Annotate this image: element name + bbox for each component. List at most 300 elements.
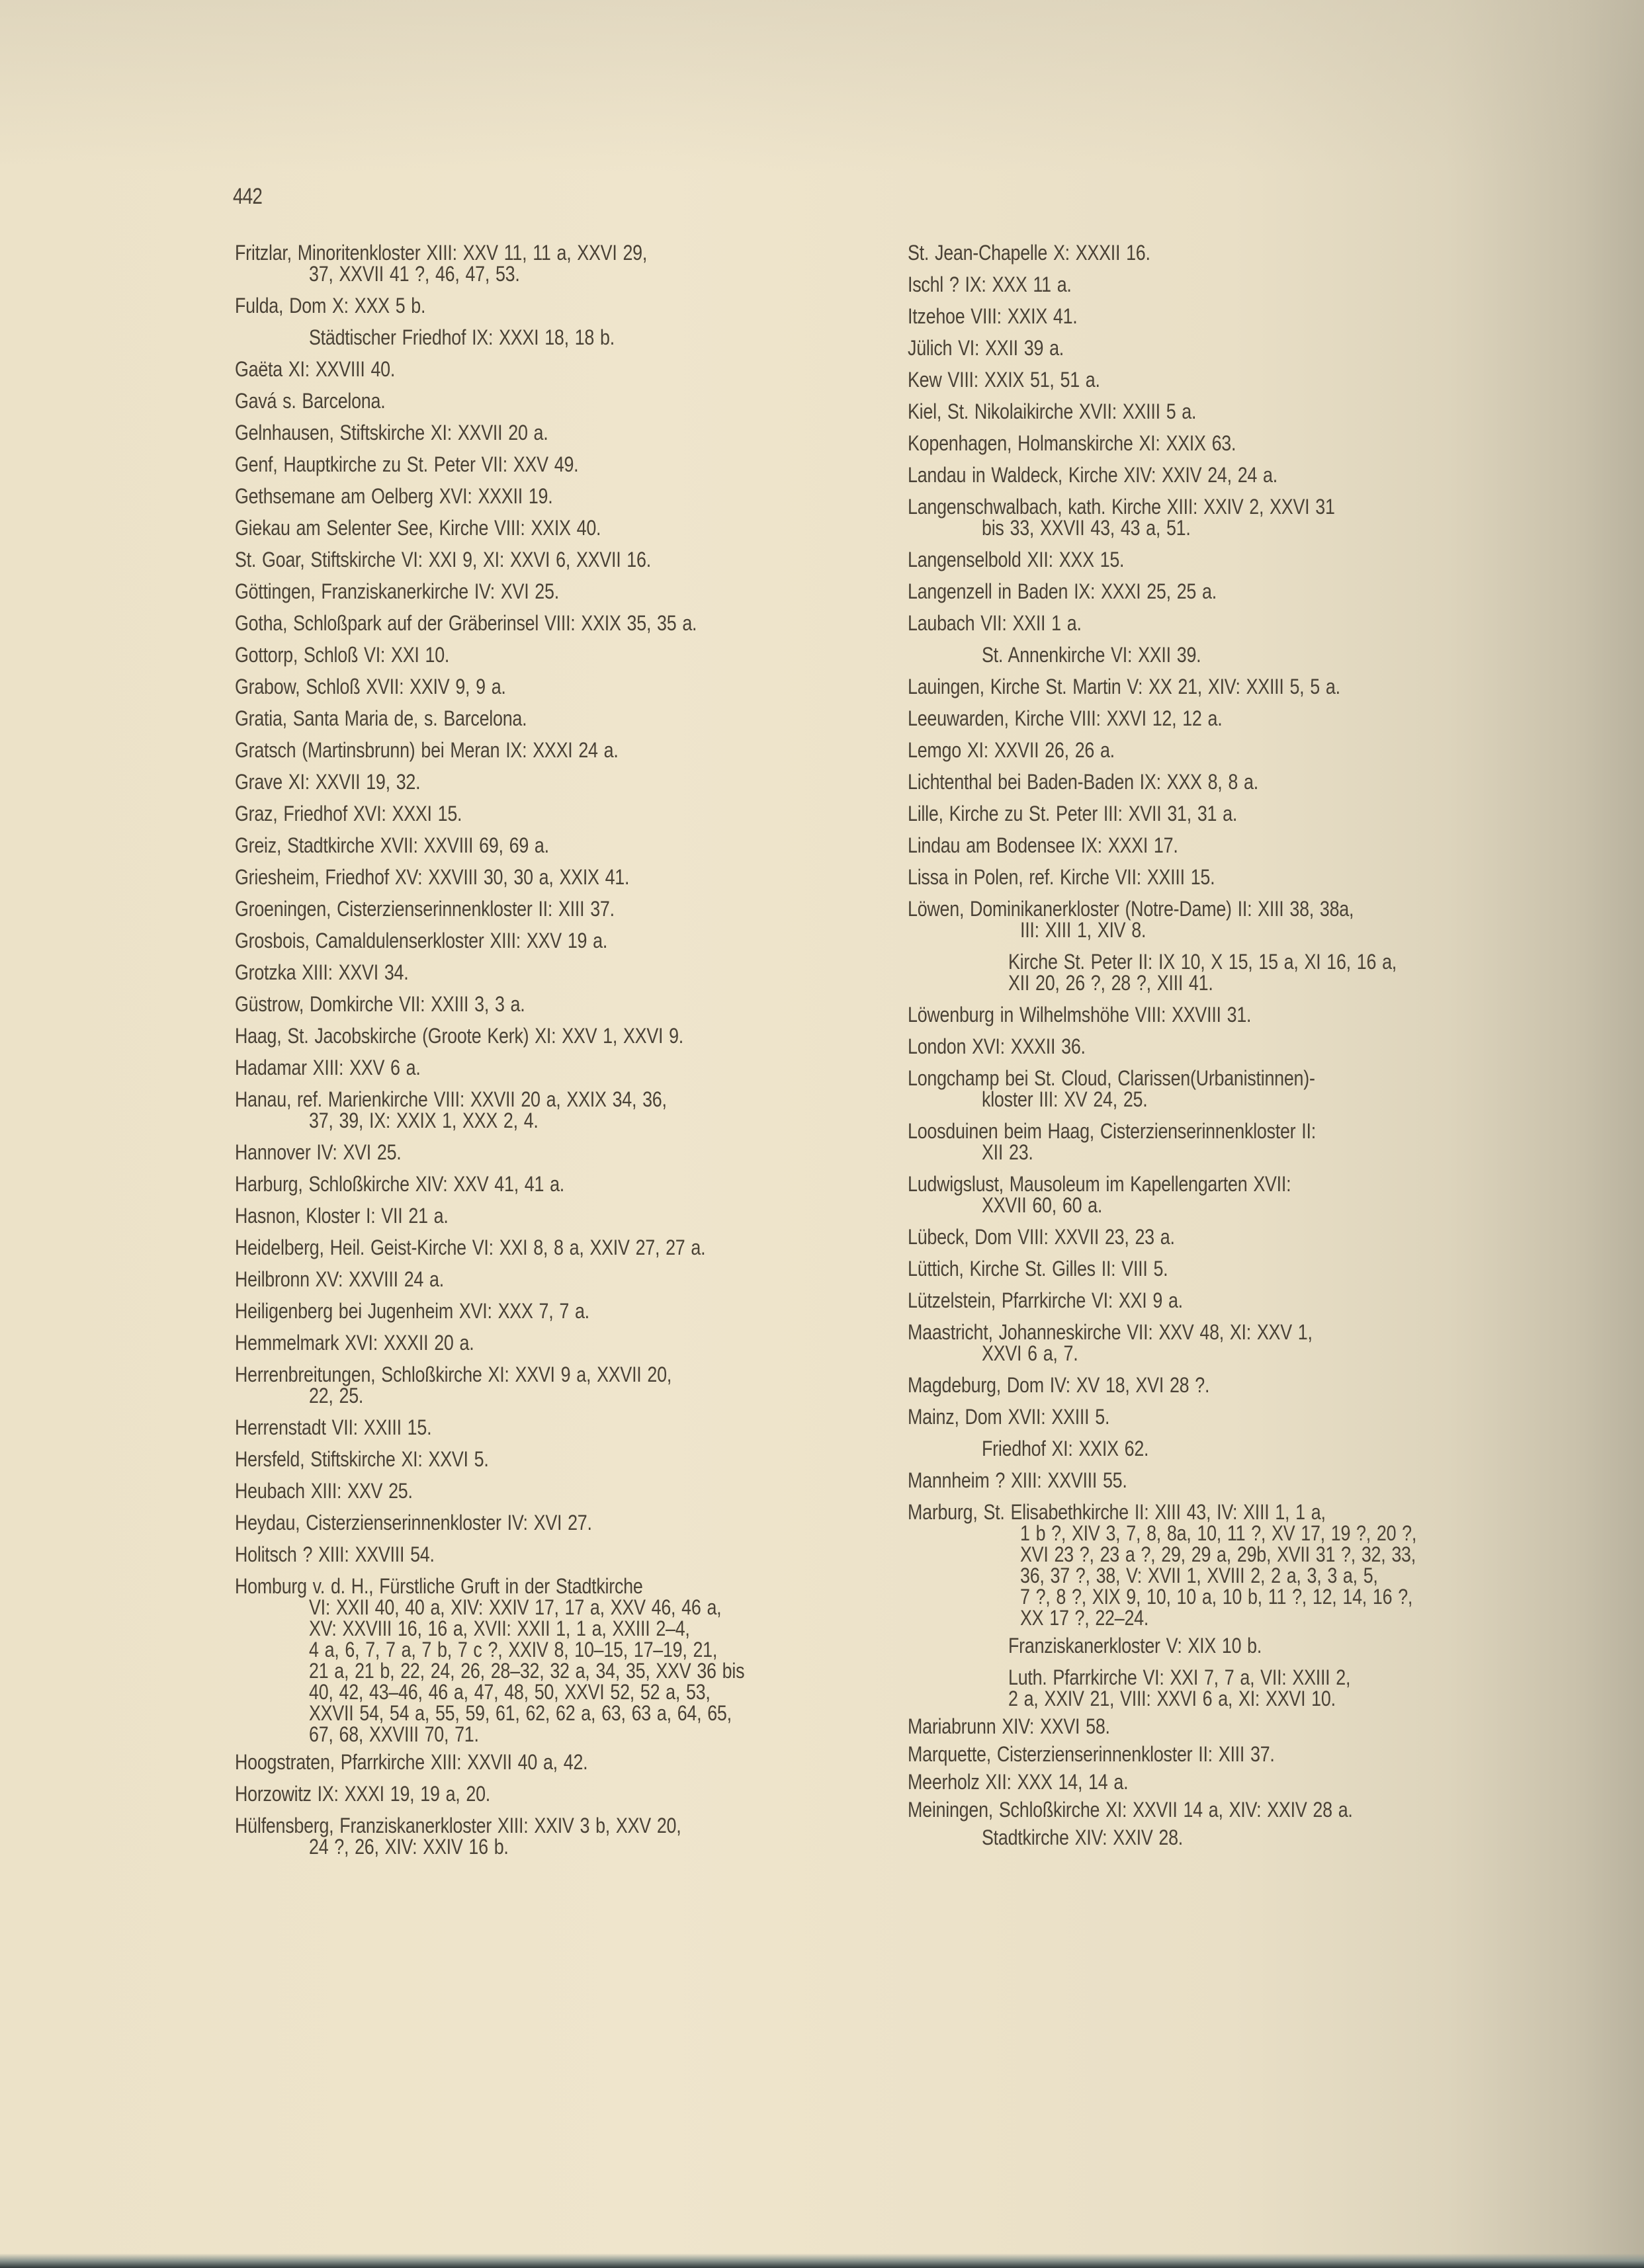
entry-text: Jülich VI: XXII 39 a. bbox=[908, 336, 1064, 360]
index-entry bbox=[235, 898, 896, 919]
index-entry bbox=[235, 1173, 896, 1195]
index-entry bbox=[908, 803, 1546, 824]
entry-text: 40, 42, 43–46, 46 a, 47, 48, 50, XXVI 52, 52 a, 53, bbox=[309, 1680, 711, 1704]
entry-text: Loosduinen beim Haag, Cisterzienserinnenkloster II: bbox=[908, 1119, 1316, 1143]
entry-line bbox=[235, 1512, 896, 1533]
index-entry bbox=[235, 1544, 896, 1565]
entry-text: Graz, Friedhof XVI: XXXI 15. bbox=[235, 802, 462, 825]
entry-text: Groeningen, Cisterzienserinnenkloster II: XIII 37. bbox=[235, 897, 615, 921]
entry-text: Hanau, ref. Marienkirche VIII: XXVII 20 a, XXIX 34, 36, bbox=[235, 1087, 667, 1111]
index-entry bbox=[235, 771, 896, 792]
index-entry bbox=[908, 274, 1546, 295]
entry-line bbox=[235, 1025, 896, 1046]
entry-line bbox=[235, 1205, 896, 1226]
entry-line bbox=[235, 1417, 896, 1438]
index-entry bbox=[908, 496, 1546, 538]
entry-text: Ludwigslust, Mausoleum im Kapellengarten XVII: bbox=[908, 1172, 1291, 1196]
entry-text: Löwen, Dominikanerkloster (Notre-Dame) II: XIII 38, 38a, bbox=[908, 897, 1354, 921]
entry-text: St. Annenkirche VI: XXII 39. bbox=[982, 643, 1201, 667]
entry-text: Franziskanerkloster V: XIX 10 b. bbox=[1008, 1634, 1262, 1658]
index-entry bbox=[235, 295, 896, 316]
entry-continuation-line bbox=[235, 1702, 896, 1724]
entry-line bbox=[908, 581, 1546, 602]
index-entry bbox=[235, 803, 896, 824]
entry-text: Holitsch ? XIII: XXVIII 54. bbox=[235, 1542, 435, 1566]
entry-text: Landau in Waldeck, Kirche XIV: XXIV 24, 24 a. bbox=[908, 463, 1277, 487]
index-entry bbox=[235, 1142, 896, 1163]
entry-text: Homburg v. d. H., Fürstliche Gruft in der Stadtkirche bbox=[235, 1574, 643, 1598]
entry-line bbox=[908, 549, 1546, 570]
index-entry bbox=[235, 930, 896, 951]
entry-line bbox=[235, 1173, 896, 1195]
page-number: 442 bbox=[233, 184, 263, 209]
entry-line bbox=[235, 422, 896, 443]
entry-text: Leeuwarden, Kirche VIII: XXVI 12, 12 a. bbox=[908, 706, 1223, 730]
index-entry bbox=[235, 993, 896, 1015]
entry-line bbox=[908, 866, 1546, 888]
entry-text: Gethsemane am Oelberg XVI: XXXII 19. bbox=[235, 484, 553, 508]
entry-line bbox=[235, 993, 896, 1015]
entry-continuation-line bbox=[908, 1544, 1546, 1565]
entry-text: Marquette, Cisterzienserinnenkloster II: XIII 37. bbox=[908, 1742, 1275, 1766]
entry-text: 7 ?, 8 ?, XIX 9, 10, 10 a, 10 b, 11 ?, 12, 14, 16 ?, bbox=[1020, 1585, 1413, 1609]
entry-line bbox=[235, 1544, 896, 1565]
entry-line bbox=[908, 612, 1546, 634]
entry-text: St. Jean-Chapelle X: XXXII 16. bbox=[908, 241, 1150, 265]
index-entry bbox=[908, 1258, 1546, 1279]
entry-text: kloster III: XV 24, 25. bbox=[982, 1087, 1148, 1111]
index-subentry bbox=[908, 644, 1546, 665]
entry-text: Langenschwalbach, kath. Kirche XIII: XXIV 2, XXVI 31 bbox=[908, 495, 1335, 519]
entry-line bbox=[908, 708, 1546, 729]
entry-text: 37, XXVII 41 ?, 46, 47, 53. bbox=[309, 262, 520, 286]
index-entry bbox=[235, 549, 896, 570]
entry-line bbox=[235, 454, 896, 475]
entry-text: Maastricht, Johanneskirche VII: XXV 48, XI: XXV 1, bbox=[908, 1320, 1313, 1344]
entry-text: Gelnhausen, Stiftskirche XI: XXVII 20 a. bbox=[235, 421, 548, 444]
index-entry bbox=[908, 1374, 1546, 1396]
entry-line bbox=[235, 1142, 896, 1163]
entry-text: Mannheim ? XIII: XXVIII 55. bbox=[908, 1468, 1127, 1492]
entry-text: Friedhof XI: XXIX 62. bbox=[982, 1437, 1149, 1460]
entry-text: Laubach VII: XXII 1 a. bbox=[908, 611, 1082, 635]
entry-line bbox=[908, 898, 1546, 919]
index-entry bbox=[235, 242, 896, 284]
entry-text: 67, 68, XXVIII 70, 71. bbox=[309, 1722, 479, 1746]
entry-line bbox=[908, 369, 1546, 390]
entry-text: VI: XXII 40, 40 a, XIV: XXIV 17, 17 a, XXV 46, 46 a, bbox=[309, 1595, 722, 1619]
index-entry bbox=[908, 1173, 1546, 1216]
entry-continuation-line bbox=[235, 1385, 896, 1406]
index-entry bbox=[908, 1771, 1546, 1792]
entry-line bbox=[235, 549, 896, 570]
entry-continuation-line bbox=[235, 1724, 896, 1745]
entry-text: Heydau, Cisterzienserinnenkloster IV: XVI 27. bbox=[235, 1511, 592, 1534]
entry-line bbox=[908, 1667, 1546, 1688]
index-entry bbox=[235, 1575, 896, 1745]
index-entry bbox=[235, 390, 896, 411]
entry-text: Heidelberg, Heil. Geist-Kirche VI: XXI 8, 8 a, XXIV 27, 27 a. bbox=[235, 1236, 706, 1259]
entry-line bbox=[235, 581, 896, 602]
entry-line bbox=[235, 708, 896, 729]
entry-line bbox=[908, 274, 1546, 295]
entry-line bbox=[235, 390, 896, 411]
index-entry bbox=[908, 1470, 1546, 1491]
entry-line bbox=[908, 1036, 1546, 1057]
entry-text: Fulda, Dom X: XXX 5 b. bbox=[235, 294, 426, 317]
entry-line bbox=[235, 739, 896, 761]
entry-text: Mainz, Dom XVII: XXIII 5. bbox=[908, 1405, 1110, 1429]
entry-text: Grave XI: XXVII 19, 32. bbox=[235, 770, 421, 794]
entry-text: Greiz, Stadtkirche XVII: XXVIII 69, 69 a. bbox=[235, 833, 549, 857]
entry-continuation-line bbox=[235, 1681, 896, 1702]
index-column-left bbox=[235, 242, 896, 1868]
index-entry bbox=[235, 612, 896, 634]
entry-continuation-line bbox=[235, 1660, 896, 1681]
entry-line bbox=[235, 1057, 896, 1078]
page-edge bbox=[0, 2253, 1644, 2268]
index-entry bbox=[908, 1120, 1546, 1163]
entry-text: Gavá s. Barcelona. bbox=[235, 389, 386, 413]
entry-line bbox=[908, 306, 1546, 327]
entry-line bbox=[235, 1783, 896, 1804]
entry-text: Meerholz XII: XXX 14, 14 a. bbox=[908, 1770, 1129, 1794]
entry-text: Langenselbold XII: XXX 15. bbox=[908, 548, 1125, 571]
entry-text: London XVI: XXXII 36. bbox=[908, 1034, 1086, 1058]
entry-line bbox=[235, 930, 896, 951]
entry-line bbox=[908, 496, 1546, 517]
index-entry bbox=[908, 242, 1546, 263]
entry-continuation-line bbox=[908, 1142, 1546, 1163]
entry-line bbox=[908, 771, 1546, 792]
index-entry bbox=[908, 464, 1546, 485]
entry-line bbox=[235, 1364, 896, 1385]
index-entry bbox=[235, 454, 896, 475]
entry-line bbox=[908, 1799, 1546, 1820]
entry-text: 24 ?, 26, XIV: XXIV 16 b. bbox=[309, 1835, 509, 1859]
entry-text: Hasnon, Kloster I: VII 21 a. bbox=[235, 1204, 449, 1228]
entry-line bbox=[235, 1480, 896, 1501]
entry-text: Lüttich, Kirche St. Gilles II: VIII 5. bbox=[908, 1257, 1168, 1281]
entry-text: Horzowitz IX: XXXI 19, 19 a, 20. bbox=[235, 1782, 490, 1806]
entry-line bbox=[908, 1374, 1546, 1396]
entry-line bbox=[235, 771, 896, 792]
index-entry bbox=[908, 1799, 1546, 1820]
entry-line bbox=[235, 644, 896, 665]
entry-text: Löwenburg in Wilhelmshöhe VIII: XXVIII 31. bbox=[908, 1003, 1252, 1027]
index-entry bbox=[235, 644, 896, 665]
index-column-right bbox=[908, 242, 1546, 1855]
entry-text: Heilbronn XV: XXVIII 24 a. bbox=[235, 1267, 444, 1291]
index-entry bbox=[235, 739, 896, 761]
index-entry bbox=[235, 708, 896, 729]
entry-text: Giekau am Selenter See, Kirche VIII: XXIX 40. bbox=[235, 516, 601, 540]
entry-text: Stadtkirche XIV: XXIV 28. bbox=[982, 1826, 1184, 1849]
entry-continuation-line bbox=[908, 1195, 1546, 1216]
entry-text: Lissa in Polen, ref. Kirche VII: XXIII 15. bbox=[908, 865, 1215, 889]
entry-continuation-line bbox=[908, 1607, 1546, 1628]
entry-text: Lille, Kirche zu St. Peter III: XVII 31, 31 a. bbox=[908, 802, 1238, 825]
entry-line bbox=[908, 1004, 1546, 1025]
entry-line bbox=[235, 898, 896, 919]
entry-line bbox=[908, 1258, 1546, 1279]
entry-line bbox=[235, 485, 896, 507]
entry-line bbox=[908, 433, 1546, 454]
index-entry bbox=[235, 1025, 896, 1046]
entry-line bbox=[908, 1470, 1546, 1491]
entry-line bbox=[235, 295, 896, 316]
index-subentry bbox=[908, 951, 1546, 993]
entry-text: Heiligenberg bei Jugenheim XVI: XXX 7, 7 a. bbox=[235, 1299, 589, 1323]
entry-line bbox=[235, 835, 896, 856]
entry-line bbox=[908, 676, 1546, 697]
entry-line bbox=[235, 1300, 896, 1322]
entry-text: XII 20, 26 ?, 28 ?, XIII 41. bbox=[1008, 971, 1213, 995]
entry-text: Lübeck, Dom VIII: XXVII 23, 23 a. bbox=[908, 1225, 1175, 1249]
entry-line bbox=[235, 676, 896, 697]
index-subentry bbox=[235, 327, 896, 348]
entry-text: Itzehoe VIII: XXIX 41. bbox=[908, 304, 1078, 328]
entry-text: 22, 25. bbox=[309, 1384, 364, 1407]
entry-line bbox=[908, 401, 1546, 422]
entry-text: Genf, Hauptkirche zu St. Peter VII: XXV 49. bbox=[235, 452, 579, 476]
entry-continuation-line bbox=[908, 1688, 1546, 1709]
entry-line bbox=[235, 327, 896, 348]
entry-text: Kiel, St. Nikolaikirche XVII: XXIII 5 a. bbox=[908, 399, 1197, 423]
entry-text: Hülfensberg, Franziskanerkloster XIII: XXIV 3 b, XXV 20, bbox=[235, 1814, 681, 1837]
index-entry bbox=[235, 1332, 896, 1353]
entry-line bbox=[235, 803, 896, 824]
entry-text: Langenzell in Baden IX: XXXI 25, 25 a. bbox=[908, 579, 1217, 603]
entry-line bbox=[908, 1771, 1546, 1792]
entry-line bbox=[908, 1743, 1546, 1765]
index-entry bbox=[908, 1226, 1546, 1247]
entry-text: 36, 37 ?, 38, V: XVII 1, XVIII 2, 2 a, 3, 3 a, 5, bbox=[1020, 1564, 1378, 1587]
entry-text: Herrenbreitungen, Schloßkirche XI: XXVI 9 a, XXVII 20, bbox=[235, 1363, 672, 1386]
index-subentry bbox=[908, 1635, 1546, 1656]
index-entry bbox=[235, 676, 896, 697]
entry-text: Gratia, Santa Maria de, s. Barcelona. bbox=[235, 706, 527, 730]
index-entry bbox=[908, 835, 1546, 856]
index-entry bbox=[908, 771, 1546, 792]
entry-text: XVI 23 ?, 23 a ?, 29, 29 a, 29b, XVII 31 ?, 32, 33, bbox=[1020, 1542, 1416, 1566]
index-entry bbox=[908, 898, 1546, 941]
entry-text: III: XIII 1, XIV 8. bbox=[1020, 918, 1146, 942]
entry-continuation-line bbox=[908, 517, 1546, 538]
entry-line bbox=[908, 644, 1546, 665]
entry-line bbox=[908, 464, 1546, 485]
entry-continuation-line bbox=[908, 919, 1546, 941]
entry-text: Longchamp bei St. Cloud, Clarissen(Urbanistinnen)- bbox=[908, 1066, 1315, 1090]
entry-continuation-line bbox=[235, 263, 896, 284]
entry-text: Städtischer Friedhof IX: XXXI 18, 18 b. bbox=[309, 325, 615, 349]
index-entry bbox=[235, 1364, 896, 1406]
index-entry bbox=[235, 581, 896, 602]
entry-line bbox=[235, 1815, 896, 1836]
index-subentry bbox=[908, 1667, 1546, 1709]
index-entry bbox=[908, 1743, 1546, 1765]
entry-line bbox=[235, 1449, 896, 1470]
entry-text: Güstrow, Domkirche VII: XXIII 3, 3 a. bbox=[235, 992, 525, 1016]
entry-text: Heubach XIII: XXV 25. bbox=[235, 1479, 413, 1503]
index-entry bbox=[235, 1269, 896, 1290]
page-shadow bbox=[0, 0, 1644, 172]
index-entry bbox=[235, 1751, 896, 1773]
index-subentry bbox=[908, 1827, 1546, 1848]
entry-line bbox=[235, 1269, 896, 1290]
entry-line bbox=[235, 358, 896, 380]
entry-line bbox=[908, 1406, 1546, 1427]
index-entry bbox=[235, 835, 896, 856]
entry-line bbox=[908, 1120, 1546, 1142]
entry-text: Lützelstein, Pfarrkirche VI: XXI 9 a. bbox=[908, 1288, 1183, 1312]
entry-text: XXVII 60, 60 a. bbox=[982, 1193, 1103, 1217]
entry-text: Kew VIII: XXIX 51, 51 a. bbox=[908, 368, 1100, 392]
entry-line bbox=[235, 1332, 896, 1353]
entry-line bbox=[908, 835, 1546, 856]
index-entry bbox=[908, 708, 1546, 729]
entry-text: Lindau am Bodensee IX: XXXI 17. bbox=[908, 833, 1178, 857]
entry-line bbox=[908, 803, 1546, 824]
index-entry bbox=[235, 1480, 896, 1501]
index-entry bbox=[908, 1501, 1546, 1628]
index-entry bbox=[235, 1815, 896, 1857]
entry-text: Göttingen, Franziskanerkirche IV: XVI 25. bbox=[235, 579, 559, 603]
entry-text: Grosbois, Camaldulenserkloster XIII: XXV 19 a. bbox=[235, 929, 608, 952]
index-entry bbox=[235, 1057, 896, 1078]
entry-text: Kopenhagen, Holmanskirche XI: XXIX 63. bbox=[908, 431, 1236, 455]
entry-text: Harburg, Schloßkirche XIV: XXV 41, 41 a. bbox=[235, 1172, 565, 1196]
entry-continuation-line bbox=[235, 1110, 896, 1131]
index-entry bbox=[908, 306, 1546, 327]
index-entry bbox=[235, 1300, 896, 1322]
index-entry bbox=[908, 612, 1546, 634]
entry-line bbox=[908, 1290, 1546, 1311]
entry-line bbox=[908, 1438, 1546, 1459]
index-entry bbox=[908, 337, 1546, 358]
entry-continuation-line bbox=[908, 1586, 1546, 1607]
entry-text: Lauingen, Kirche St. Martin V: XX 21, XIV: XXIII 5, 5 a. bbox=[908, 675, 1340, 698]
entry-continuation-line bbox=[908, 1089, 1546, 1110]
entry-line bbox=[235, 517, 896, 538]
entry-text: 2 a, XXIV 21, VIII: XXVI 6 a, XI: XXVI 10. bbox=[1008, 1687, 1336, 1710]
entry-text: XXVII 54, 54 a, 55, 59, 61, 62, 62 a, 63, 63 a, 64, 65, bbox=[309, 1701, 732, 1725]
entry-line bbox=[908, 951, 1546, 972]
entry-line bbox=[235, 1237, 896, 1258]
entry-text: Herrenstadt VII: XXIII 15. bbox=[235, 1415, 432, 1439]
entry-text: XX 17 ?, 22–24. bbox=[1020, 1606, 1149, 1630]
entry-line bbox=[235, 612, 896, 634]
entry-text: Luth. Pfarrkirche VI: XXI 7, 7 a, VII: XXIII 2, bbox=[1008, 1665, 1351, 1689]
entry-continuation-line bbox=[235, 1597, 896, 1618]
index-entry bbox=[908, 739, 1546, 761]
entry-continuation-line bbox=[235, 1618, 896, 1639]
index-entry bbox=[235, 866, 896, 888]
entry-text: Marburg, St. Elisabethkirche II: XIII 43, IV: XIII 1, 1 a, bbox=[908, 1500, 1326, 1524]
entry-text: Magdeburg, Dom IV: XV 18, XVI 28 ?. bbox=[908, 1373, 1210, 1397]
entry-text: Hadamar XIII: XXV 6 a. bbox=[235, 1056, 421, 1079]
entry-text: bis 33, XXVII 43, 43 a, 51. bbox=[982, 516, 1191, 540]
entry-text: Kirche St. Peter II: IX 10, X 15, 15 a, XI 16, 16 a, bbox=[1008, 950, 1397, 974]
entry-text: St. Goar, Stiftskirche VI: XXI 9, XI: XXVI 6, XXVII 16. bbox=[235, 548, 651, 571]
entry-line bbox=[908, 1226, 1546, 1247]
entry-continuation-line bbox=[908, 1343, 1546, 1364]
entry-line bbox=[235, 962, 896, 983]
entry-text: Fritzlar, Minoritenkloster XIII: XXV 11, 11 a, XXVI 29, bbox=[235, 241, 648, 265]
entry-text: 21 a, 21 b, 22, 24, 26, 28–32, 32 a, 34, 35, XXV 36 bis bbox=[309, 1659, 745, 1683]
entry-continuation-line bbox=[908, 972, 1546, 993]
index-entry bbox=[235, 1783, 896, 1804]
index-entry bbox=[235, 1237, 896, 1258]
index-entry bbox=[235, 1449, 896, 1470]
index-entry bbox=[908, 1290, 1546, 1311]
entry-text: Hoogstraten, Pfarrkirche XIII: XXVII 40 a, 42. bbox=[235, 1750, 588, 1774]
index-entry bbox=[908, 1004, 1546, 1025]
index-entry bbox=[235, 422, 896, 443]
entry-text: Gratsch (Martinsbrunn) bei Meran IX: XXXI 24 a. bbox=[235, 738, 619, 762]
entry-text: XV: XXVIII 16, 16 a, XVII: XXII 1, 1 a, XXIII 2–4, bbox=[309, 1617, 690, 1640]
index-entry bbox=[235, 962, 896, 983]
entry-text: 4 a, 6, 7, 7 a, 7 b, 7 c ?, XXIV 8, 10–15, 17–19, 21, bbox=[309, 1638, 718, 1661]
entry-text: Grabow, Schloß XVII: XXIV 9, 9 a. bbox=[235, 675, 506, 698]
entry-text: Griesheim, Friedhof XV: XXVIII 30, 30 a, XXIX 41. bbox=[235, 865, 630, 889]
entry-text: Grotzka XIII: XXVI 34. bbox=[235, 960, 409, 984]
entry-continuation-line bbox=[908, 1565, 1546, 1586]
entry-text: Mariabrunn XIV: XXVI 58. bbox=[908, 1714, 1110, 1738]
index-entry bbox=[908, 1036, 1546, 1057]
entry-line bbox=[908, 337, 1546, 358]
index-entry bbox=[235, 1089, 896, 1131]
index-entry bbox=[908, 1068, 1546, 1110]
entry-text: Hannover IV: XVI 25. bbox=[235, 1140, 402, 1164]
entry-line bbox=[908, 1322, 1546, 1343]
index-entry bbox=[908, 1406, 1546, 1427]
entry-text: XXVI 6 a, 7. bbox=[982, 1341, 1078, 1365]
entry-text: Gotha, Schloßpark auf der Gräberinsel VIII: XXIX 35, 35 a. bbox=[235, 611, 697, 635]
entry-text: Hersfeld, Stiftskirche XI: XXVI 5. bbox=[235, 1447, 489, 1471]
entry-text: 37, 39, IX: XXIX 1, XXX 2, 4. bbox=[309, 1109, 539, 1132]
entry-line bbox=[908, 1068, 1546, 1089]
entry-line bbox=[235, 1575, 896, 1597]
entry-line bbox=[908, 1635, 1546, 1656]
entry-text: Haag, St. Jacobskirche (Groote Kerk) XI: XXV 1, XXVI 9. bbox=[235, 1024, 684, 1048]
entry-line bbox=[235, 1751, 896, 1773]
entry-line bbox=[908, 739, 1546, 761]
index-entry bbox=[235, 1205, 896, 1226]
index-entry bbox=[908, 549, 1546, 570]
entry-text: Hemmelmark XVI: XXXII 20 a. bbox=[235, 1331, 474, 1355]
index-subentry bbox=[908, 1438, 1546, 1459]
entry-continuation-line bbox=[908, 1523, 1546, 1544]
entry-text: Gaëta XI: XXVIII 40. bbox=[235, 357, 396, 381]
entry-line bbox=[908, 1173, 1546, 1195]
entry-line bbox=[908, 1716, 1546, 1737]
index-entry bbox=[235, 1512, 896, 1533]
entry-line bbox=[235, 1089, 896, 1110]
entry-text: Lemgo XI: XXVII 26, 26 a. bbox=[908, 738, 1115, 762]
entry-text: Lichtenthal bei Baden-Baden IX: XXX 8, 8 a. bbox=[908, 770, 1258, 794]
index-entry bbox=[908, 1716, 1546, 1737]
index-entry bbox=[908, 676, 1546, 697]
index-entry bbox=[908, 1322, 1546, 1364]
entry-line bbox=[235, 242, 896, 263]
entry-text: Gottorp, Schloß VI: XXI 10. bbox=[235, 643, 450, 667]
entry-line bbox=[908, 1827, 1546, 1848]
index-entry bbox=[908, 433, 1546, 454]
index-entry bbox=[235, 1417, 896, 1438]
entry-continuation-line bbox=[235, 1639, 896, 1660]
index-entry bbox=[235, 485, 896, 507]
